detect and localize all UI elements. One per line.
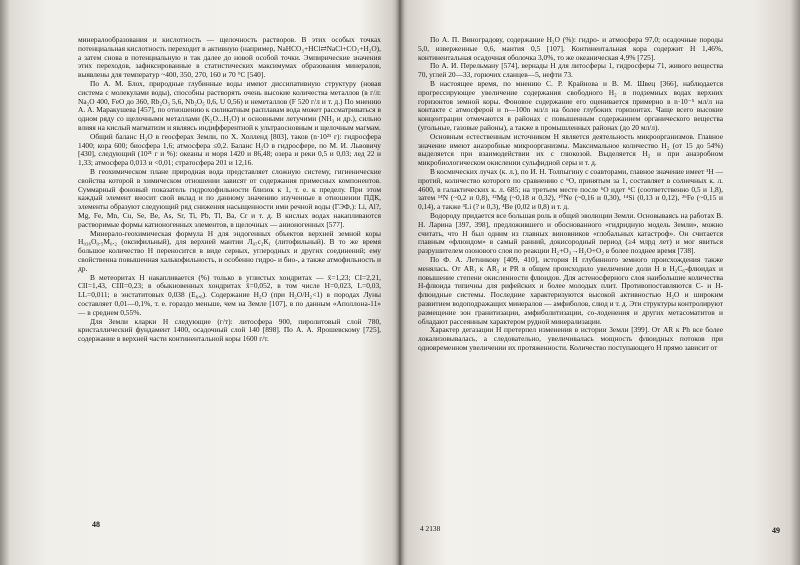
right-paragraph-4: Основным естественным источником Н является деятельность микроорганизмов. Главное значение имеют анаэробные микроорганизмы. Максимальное количество H₂ (от 15 до 54%) выделяется при взаимодействии их с глюкозой. Выделяется H₂ и при анаэробном микробиологическом окислении сульфидной серы и т. д. (418, 131, 723, 168)
right-paragraph-2: По А. И. Перельману [574], вернады Н для литосферы 1, гидросферы 71, живого вещества 70, углей 20—33, горючих сланцев—5, нефти 73. (418, 61, 723, 80)
left-paragraph-3: Общий баланс H₂O в геосферах Земли, по Х. Холленд [803], таков (n·10²¹ г): гидросфера 1400; кора 600; биосфера 1,6; атмосфера ≤0,2. Баланс H₂O в гидросфере, по М. И. Львовичу [430], следующий (10²¹ г и %): океаны и моря 1420 и 86,48; озера и реки 0,5 и 0,03; лед 22 и 1,33; атмосфера 0,013 и <0,01; стратосфера 201 и 12,16. (78, 131, 381, 168)
left-paragraph-7: Для Земли кларки Н следующие (г/т): литосфера 900, пиролитовый слой 780, кристаллический фундамент 1400, осадочный слой 140 [898]. По А. А. Ярошевскому [725], содержание в верхней части континентальной коры 1600 г/т. (78, 316, 381, 344)
right-paragraph-3: В настоящее время, по мнению С. Р. Крайнова и В. М. Швец [366], наблюдается прогрессирующее увеличение содержания свободного H₂ в подземных водах верхних горизонтов земной коры. Фоновое содержание его оценивается примерно в n·10⁻⁵ мл/л на контакте с атмосферой и n—100n мл/л на более глубоких горизонтах. Чаще всего высокие концентрации отмечаются в районах с повышенным содержанием органического вещества (угольные, газовые районы), а также в промышленных районах (до 20 мл/л). (418, 78, 723, 132)
printer-signature: 4 2138 (420, 524, 441, 533)
left-paragraph-6: В метеоритах Н накапливается (%) только в углистых хондритах — x̄=1,23; CI=2,21, CII=1,43, CIII=0,23; в обыкновенных хондритах x̄=0,052, в том числе H=0,023, L=0,03, LL=0,011; в энстатитовых 0,038 (E₆,₆). Содержание H₂O (при H₂O/H₂<1) в породах Луны составляет 0,01—0,1%, т. е. гораздо меньше, чем на Земле [107], в по данным «Аполлона-11» — в среднем 0,55%. (78, 272, 381, 317)
right-paragraph-8: Характер дегазации Н претерпел изменения в истории Земли [399]. От AR к Ph все более локализовывалась, а следовательно, увеличивалась мощность флюидных потоков при одновременном увеличении их протяженности. Количество поступающего Н прямо зависит от (418, 325, 723, 352)
left-paragraph-5: Минерало-геохимическая формула Н для эндогенных объектов верхней земной коры Н₀₃₆О₀.₅М₀.₂ (оксифильный), для верхней мантии Л₀₇с₂К₁ (литофильный). В то же время большое количество Н переносится в виде серных, углеродных и других соединений; ему свойственна повышенная халькофильность, и особенно гидро- и био-, а также атмофильность и др. (78, 228, 381, 273)
left-text-column (78, 36, 381, 344)
right-page-number: 49 (772, 526, 780, 535)
left-page-number: 48 (92, 520, 100, 529)
left-paragraph-4: В геохимическом плане природная вода представляет сложную систему, гигиенические свойства которой в химическом отношении зависят от содержания примесных компонентов. Суммарный фоновый показатель гидрохофильности близок к 1, т. е. к пределу. При этом каждый элемент вносит свой вклад и по данному значению изученные в отношении ПДК, элементы образуют следующий ряд снижения насыщенности ими речной воды (ГЭФ,): Li, Al?, Mg, Fe, Mn, Cu, Se, Be, As, Sr, Ti, Pb, Tl, Ba, Cr и т. д. В кислых водах накапливаются растворимые формы катионогенных элементов, в щелочных — анионогенных [577]. (78, 166, 381, 229)
left-paragraph-2: По А. М. Блох, природные глубинные воды имеют диссипативную структуру (новая система с молекулами воды), способны растворять очень высокие количества металлов (в г/л: Na₂O 400, FeO до 360, Rb₂O₃ 5,6, Nb₂O₅ 0,6, U 0,56) и неметаллов (F 520 г/л и т. д.) По мнению А. А. Маракушева [457], по отношению к силикатным расплавам вода может рассматриваться в одном ряду со щелочными металлами (K₂O...H₂O) и основными летучими (NH₃ и др.), сильно влияя на кислый магматизм и являясь индифферентной к ультраосновным и щелочным магмам. (78, 78, 381, 132)
right-paragraph-7: По Ф. А. Летникову [409, 410], история Н глубинного земного происхождения также менялась. От AR₁ к AR₂ и PR в общем происходило увеличение доли Н в H₂C₆-флюидах и повышение степени окисленности флюидов. Для астеносферного слоя наибольшие количества Н-флюида типичны для рифейских и более молодых плит. Противопоставляются С- и Н-флюидные системы. Последние характеризуются высокой активностью H₂O и широким развитием водоподражащих минералов — амфиболов, слюд и т. д. Эти структуры контролируют размещение зон гранитизации, амфиболитизации, со-лоденения и других метасоматитов и обладают рассеянным характером рудной минерализации. (418, 254, 724, 326)
right-paragraph-5: В космических лучах (к. л.), по И. Н. Толпыгину с соавторами, главное значение имеет ¹Н — протий, количество которого по сравнению с ⁶O, принятым за 1, составляет в солнечных к. л. 4600, в галактических к. л. 685; на третьем месте после ⁶O идет ⁶С (соответственно 0,5 и 1,8), затем ¹⁴N (~0,2 и 0,8), ¹²Mg (~0,18 и 0,32), ¹⁰Ne (~0,16 и 0,30), ¹⁴Si (0,13 и 0,12), ²⁶Fe (~0,15 и 0,14), а также ³Li (? и 0,3), ⁴Be (0,02 и 0,8) и т. д. (418, 166, 723, 212)
right-text-column (418, 36, 723, 353)
right-paragraph-6: Водороду придается все большая роль в общей эволюции Земли. Основываясь на работах В. Н. Ларина [397, 398], предложившего и обоснованного «гидридную модель Земли», можно считать, что Н был одним из главных виновников «глобальных катастроф». Он считается главным «флюидом» в самый ранний, докисородный период (≥4 млрд лет) и мог явиться разрушителем озонового слоя по реакции H₂+O₃→H₂O+O₂ в более позднее время [738]. (418, 210, 723, 256)
left-paragraph-1: минералообразования и кислотность — щелочность растворов. В этих особых точках потенциальная кислотность переходит в активную (например, NaHCO₃+HCl⇄NaCl+CO₂+H₂O), а затем снова в потенциальную и так далее до новой особой точки. Эмпирические значения этих переходов, зафиксированные в статистических максимумах образования минералов, выявлены для температур ~400, 350, 270, 160 и 70 °С [540]. (78, 35, 381, 80)
right-page (400, 0, 800, 565)
right-paragraph-1: По А. П. Виноградову, содержание H₂O (%): гидро- и атмосфера 97,0; осадочные породы 5,0, изверженные 0,6, мантия 0,5 [107]. Континентальная кора содержит Н 1,46%, континентальная осадочная оболочка 3,0%, то же океаническая 4,9% [725]. (418, 35, 723, 62)
